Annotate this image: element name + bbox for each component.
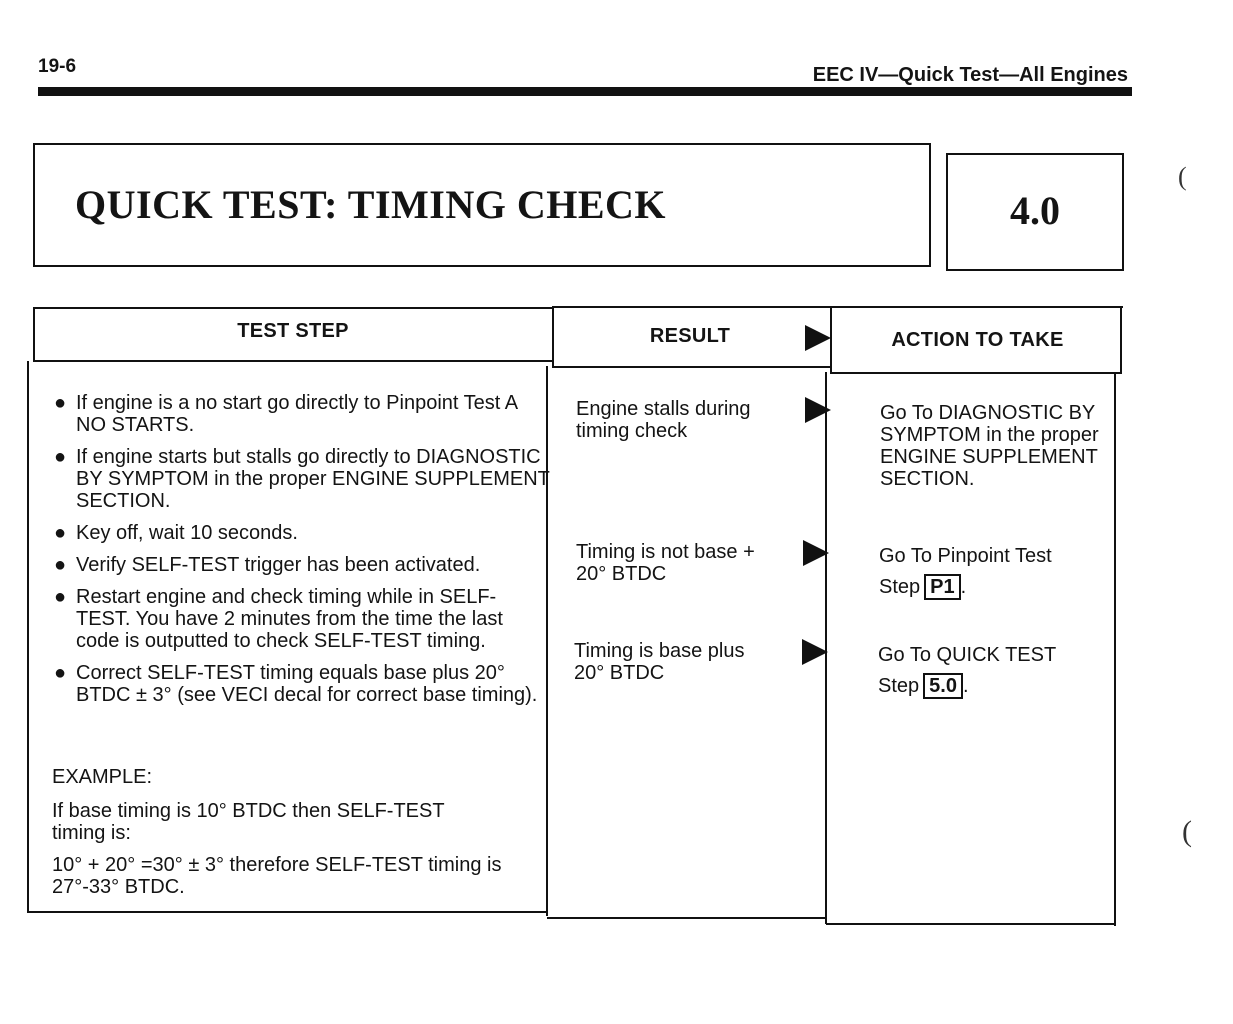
margin-mark: (: [1178, 162, 1187, 191]
header-rule: [38, 87, 1132, 96]
table-left-border: [27, 361, 29, 913]
test-step-item: [50, 392, 550, 436]
step-word: Step: [879, 576, 921, 598]
action-3-step-line: [878, 673, 1108, 699]
bullet-icon: ●: [54, 662, 67, 684]
example-label: EXAMPLE:: [52, 766, 153, 788]
test-step-text: Key off, wait 10 seconds.: [76, 522, 298, 544]
test-step-text: If engine starts but stalls go directly to DIAGNOSTIC BY SYMPTOM in the proper ENGINE SUPPLEMENT SECTION.: [76, 446, 550, 512]
table-top-border-left: [33, 307, 553, 309]
test-step-text: Restart engine and check timing while in SELF-TEST. You have 2 minutes from the time the last code is outputted to check SELF-TEST timing.: [76, 586, 503, 652]
table-bottom-step: [27, 911, 547, 913]
table-bottom-result: [547, 917, 827, 919]
action-2-step-line: [879, 574, 1109, 600]
test-step-text: Verify SELF-TEST trigger has been activated.: [76, 554, 481, 576]
example-line-1: If base timing is 10° BTDC then SELF-TEST timing is:: [52, 800, 445, 844]
test-step-item: [50, 522, 550, 544]
action-1: Go To DIAGNOSTIC BY SYMPTOM in the proper ENGINE SUPPLEMENT SECTION.: [880, 402, 1099, 490]
test-step-item: [50, 554, 550, 576]
section-number-box: [946, 153, 1124, 271]
step-word: Step: [878, 675, 920, 697]
step-suffix: .: [962, 675, 969, 697]
column-header-result: RESULT: [649, 325, 731, 347]
step-ref-box: 5.0: [923, 673, 963, 699]
table-bottom-action: [826, 923, 1116, 925]
result-2: Timing is not base + 20° BTDC: [576, 541, 755, 585]
column-header-action: ACTION TO TAKE: [891, 329, 1064, 351]
bullet-icon: ●: [54, 446, 67, 468]
table-right-border: [1114, 372, 1116, 926]
right-arrow-icon: [803, 540, 829, 566]
test-step-item: [50, 446, 550, 512]
test-step-item: [50, 586, 550, 652]
header-rule-result: [553, 366, 831, 368]
step-suffix: .: [960, 576, 967, 598]
bullet-icon: ●: [54, 392, 67, 414]
test-step-item: [50, 662, 550, 706]
result-3: Timing is base plus 20° BTDC: [574, 640, 745, 684]
action-3: [878, 644, 1108, 699]
test-step-text: If engine is a no start go directly to Pinpoint Test A NO STARTS.: [76, 392, 518, 436]
right-arrow-icon: [802, 639, 828, 665]
bullet-icon: ●: [54, 522, 67, 544]
section-number: 4.0: [1010, 188, 1060, 233]
test-step-text: Correct SELF-TEST timing equals base plus 20° BTDC ± 3° (see VECI decal for correct base timing).: [76, 662, 538, 706]
title-box: [33, 143, 931, 267]
test-step-list: [50, 392, 550, 716]
header-rule-action: [831, 372, 1122, 374]
column-header-test-step: TEST STEP: [237, 320, 349, 342]
action-2: [879, 545, 1109, 600]
page-number: 19-6: [38, 56, 77, 77]
table-top-border-right: [553, 306, 1123, 308]
right-arrow-icon: [805, 325, 831, 351]
bullet-icon: ●: [54, 586, 67, 608]
table-right-border-top: [1120, 306, 1122, 374]
bullet-icon: ●: [54, 554, 67, 576]
result-1: Engine stalls during timing check: [576, 398, 751, 442]
right-arrow-icon: [805, 397, 831, 423]
action-3-text: Go To QUICK TEST: [878, 644, 1057, 666]
margin-mark: (: [1182, 815, 1192, 848]
action-2-text: Go To Pinpoint Test: [879, 545, 1052, 567]
running-head: EEC IV—Quick Test—All Engines: [812, 64, 1128, 86]
step-ref-box: P1: [924, 574, 960, 600]
page-title: QUICK TEST: TIMING CHECK: [75, 182, 667, 227]
header-rule-step: [33, 360, 553, 362]
example-line-2: 10° + 20° =30° ± 3° therefore SELF-TEST timing is 27°-33° BTDC.: [52, 854, 502, 898]
